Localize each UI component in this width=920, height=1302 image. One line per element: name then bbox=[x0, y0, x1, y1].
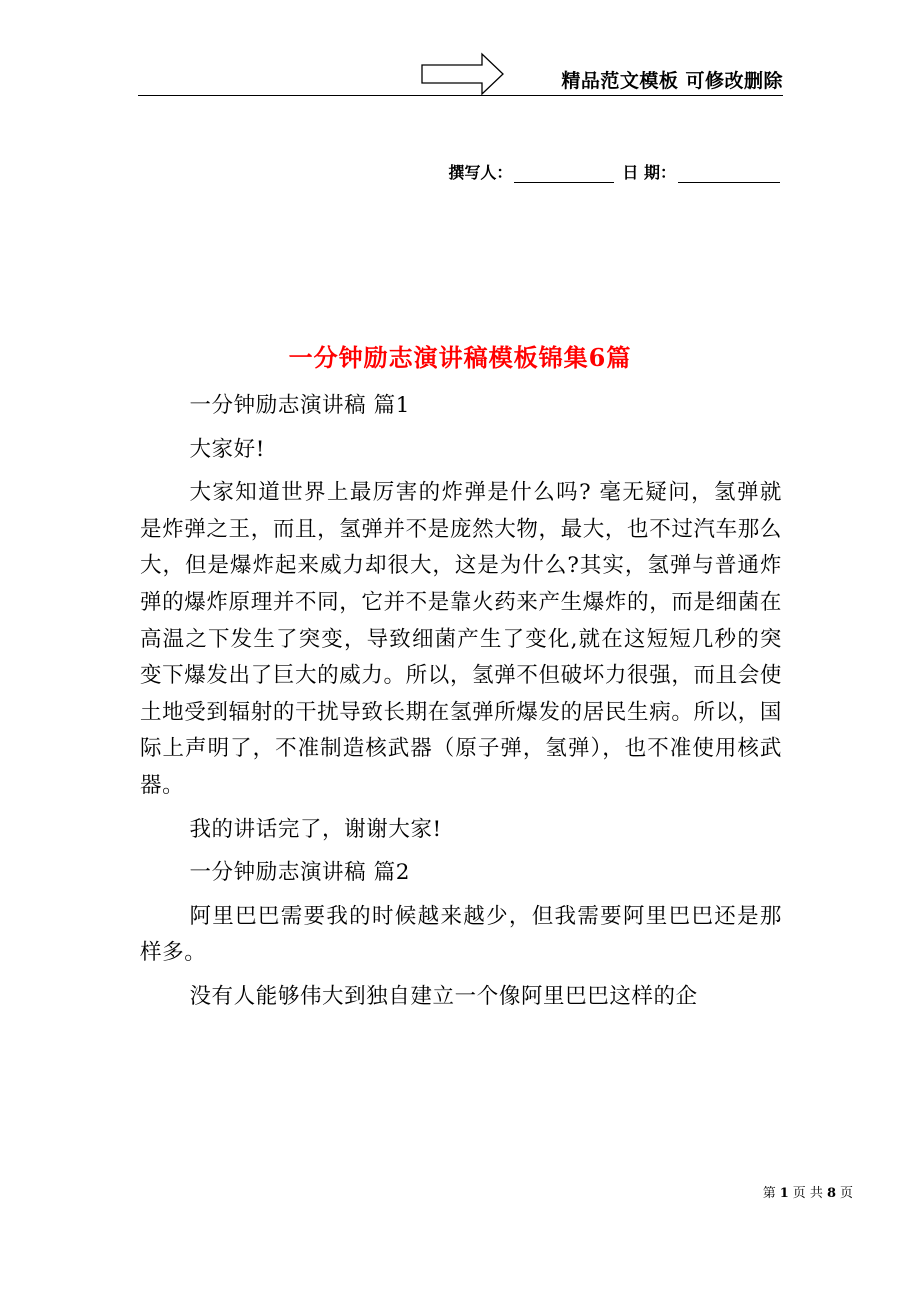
current-page-number: 1 bbox=[779, 1186, 789, 1201]
section-heading-2: 一分钟励志演讲稿 篇2 bbox=[189, 860, 411, 886]
author-date-line bbox=[448, 160, 782, 183]
author-blank-field[interactable] bbox=[514, 164, 614, 183]
paragraph: 阿里巴巴需要我的时候越来越少，但我需要阿里巴巴还是那样多。 bbox=[140, 903, 782, 966]
paragraph: 没有人能够伟大到独自建立一个像阿里巴巴这样的企 bbox=[189, 983, 698, 1009]
page-header bbox=[138, 52, 783, 96]
total-pages-number: 8 bbox=[826, 1186, 836, 1201]
paragraph: 大家好! bbox=[189, 436, 265, 462]
author-label: 撰写人： bbox=[448, 163, 513, 182]
header-divider bbox=[138, 95, 783, 96]
paragraph: 大家知道世界上最厉害的炸弹是什么吗? 毫无疑问，氢弹就是炸弹之王，而且，氢弹并不是庞然大物，最大，也不过汽车那么大，但是爆炸起来威力却很大，这是为什么?其实，氢弹与普通炸弹的爆炸原理并不同，它并不是靠火药来产生爆炸的，而是细菌在高温之下发生了突变，导致细菌产生了变化,就在这短短几秒的突变下爆发出了巨大的威力。所以，氢弹不但破坏力很强，而且会使土地受到辐射的干扰导致长期在氢弹所爆发的居民生病。所以，国际上声明了，不准制造核武器（原子弹，氢弹），也不准使用核武器。 bbox=[140, 480, 782, 798]
document-body bbox=[140, 388, 782, 1016]
section-heading-1: 一分钟励志演讲稿 篇1 bbox=[189, 393, 411, 418]
date-label: 日 期： bbox=[622, 163, 676, 182]
header-text: 精品范文模板 可修改删除 bbox=[561, 70, 783, 92]
paragraph: 我的讲话完了，谢谢大家! bbox=[189, 816, 442, 842]
document-title: 一分钟励志演讲稿模板锦集6篇 bbox=[288, 343, 632, 372]
page-footer: 第 1 页 共 8 页 bbox=[762, 1186, 853, 1201]
date-blank-field[interactable] bbox=[678, 164, 780, 183]
arrow-right-outline-icon bbox=[421, 52, 505, 96]
